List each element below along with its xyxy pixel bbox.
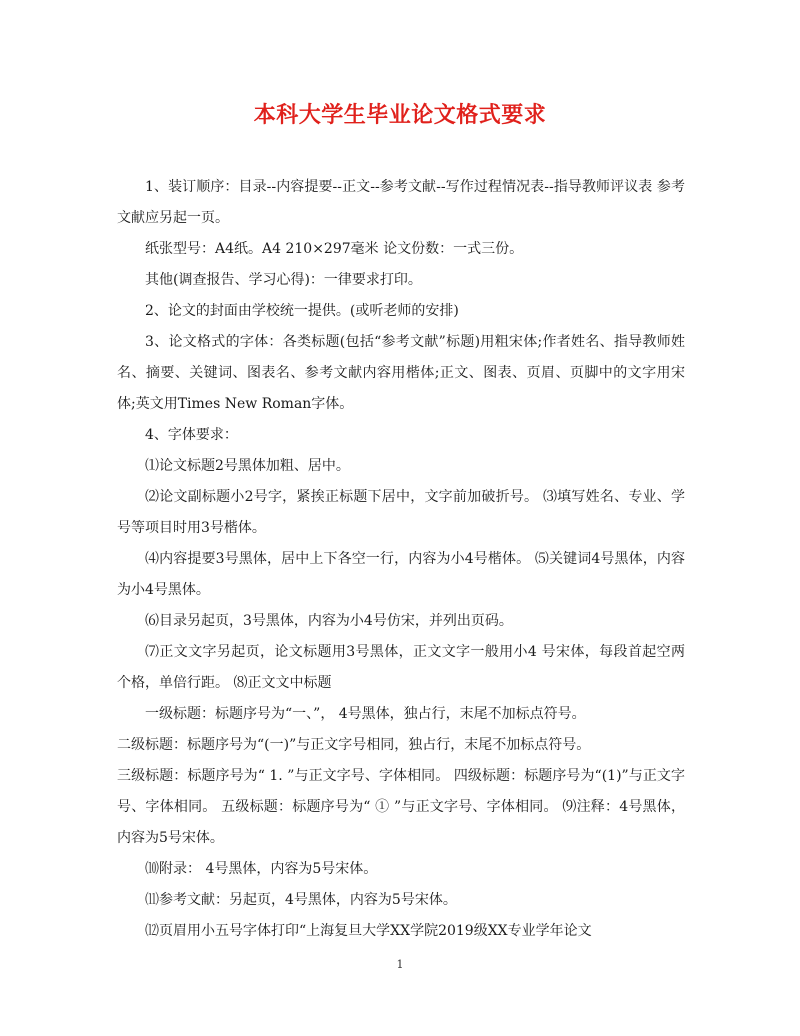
document-title: 本科大学生毕业论文格式要求	[253, 103, 547, 128]
paragraph-item-1: ⑴论文标题2号黑体加粗、居中。	[145, 458, 350, 474]
paragraph-binding-order: 1、装订顺序：目录--内容提要--正文--参考文献--写作过程情况表--指导教师评议表 参考文献应另起一页。	[117, 179, 685, 226]
paragraph-item-6: ⑹目录另起页，3号黑体，内容为小4号仿宋，并列出页码。	[145, 613, 513, 629]
paragraph-item-12: ⑿页眉用小五号字体打印“上海复旦大学XX学院2019级XX专业学年论文	[145, 923, 592, 939]
paragraph-cover: 2、论文的封面由学校统一提供。(或听老师的安排)	[145, 303, 459, 319]
paragraph-other: 其他(调查报告、学习心得)：一律要求打印。	[145, 272, 422, 288]
paragraph-item-4-5: ⑷内容提要3号黑体，居中上下各空一行，内容为小4号楷体。 ⑸关键词4号黑体，内容为小4号黑体。	[117, 551, 685, 598]
paragraph-font-requirements: 4、字体要求：	[145, 427, 238, 443]
paragraph-paper-size: 纸张型号：A4纸。A4 210×297毫米 论文份数：一式三份。	[145, 241, 524, 257]
paragraph-level-3-5-heading: 三级标题：标题序号为“ 1. ”与正文字号、字体相同。 四级标题：标题序号为“(1)”与正文字号、字体相同。 五级标题：标题序号为“ ① ”与正文字号、字体相同。 ⑼注释：4号黑体，内容为5号宋体。	[117, 768, 685, 846]
paragraph-item-11: ⑾参考文献：另起页，4号黑体，内容为5号宋体。	[145, 892, 457, 908]
document-body	[117, 172, 685, 947]
paragraph-item-10: ⑽附录： 4号黑体，内容为5号宋体。	[145, 861, 378, 877]
paragraph-item-7-8: ⑺正文文字另起页，论文标题用3号黑体，正文文字一般用小4 号宋体，每段首起空两个格，单倍行距。 ⑻正文文中标题	[117, 644, 685, 691]
paragraph-item-2-3: ⑵论文副标题小2号字，紧挨正标题下居中，文字前加破折号。 ⑶填写姓名、专业、学号等项目时用3号楷体。	[117, 489, 685, 536]
paragraph-fonts: 3、论文格式的字体：各类标题(包括“参考文献”标题)用粗宋体;作者姓名、指导教师姓名、摘要、关键词、图表名、参考文献内容用楷体;正文、图表、页眉、页脚中的文字用宋体;英文用Times New Roman字体。	[117, 334, 685, 412]
paragraph-level-2-heading: 二级标题：标题序号为“(一)”与正文字号相同，独占行，末尾不加标点符号。	[117, 737, 591, 753]
page-number: 1	[396, 958, 404, 971]
paragraph-level-1-heading: 一级标题：标题序号为“一、”， 4号黑体，独占行，末尾不加标点符号。	[145, 706, 586, 722]
